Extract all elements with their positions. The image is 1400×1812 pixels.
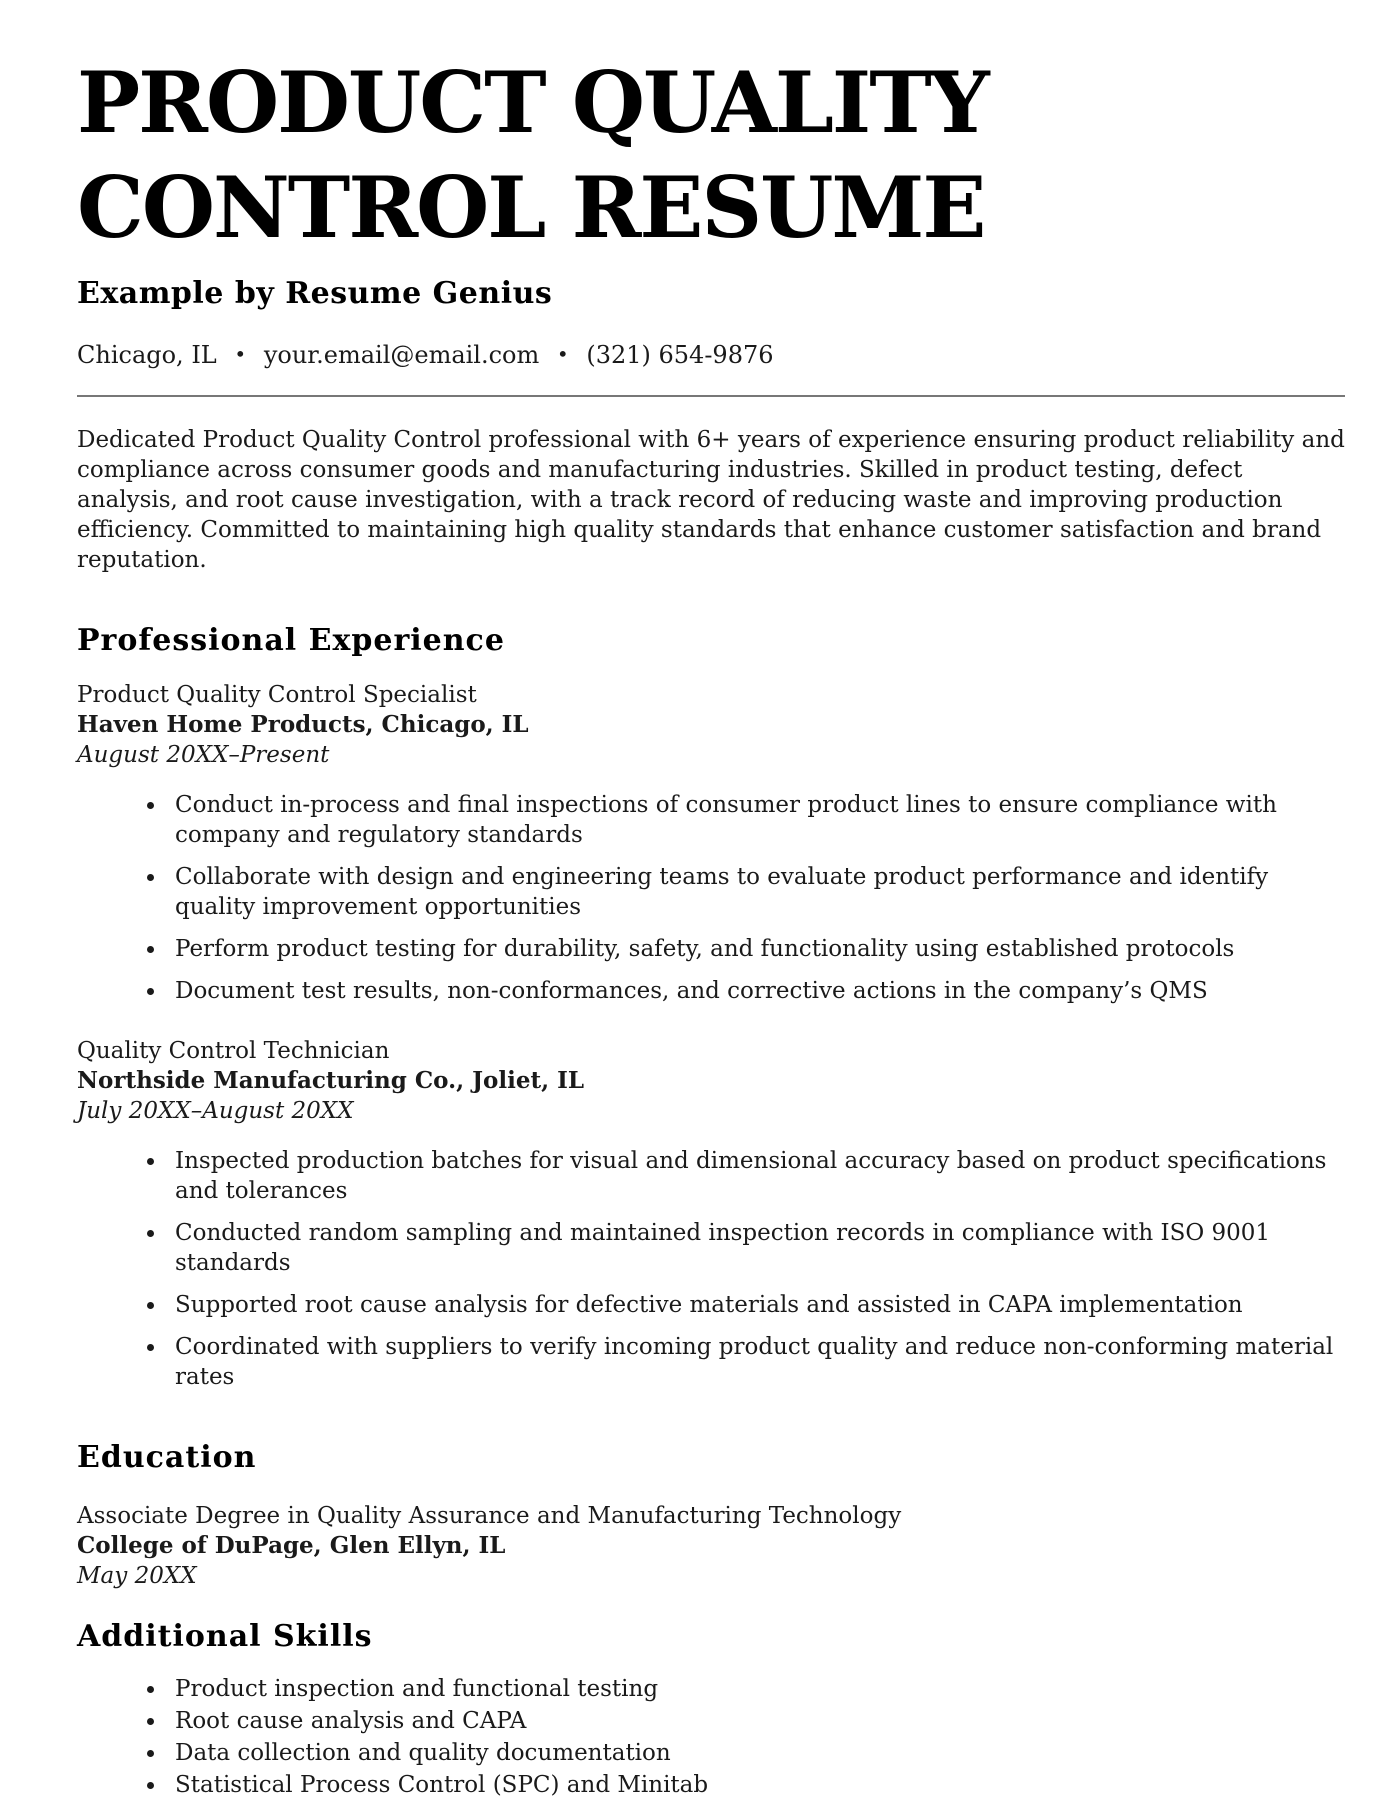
section-additional-skills xyxy=(77,1619,1345,1800)
resume-header xyxy=(77,50,1345,575)
bullet-item: • Coordinated with suppliers to verify incoming product quality and reduce non-conforming material rates xyxy=(167,1332,1345,1392)
job-entry-2 xyxy=(77,1036,1345,1392)
section-education xyxy=(77,1440,1345,1591)
job-title: Quality Control Technician xyxy=(77,1038,390,1064)
bullet-item: • Conducted random sampling and maintained inspection records in compliance with ISO 9001 standards xyxy=(167,1218,1345,1278)
contact-email: your.email@email.com xyxy=(263,341,540,369)
job-bullet-list xyxy=(77,790,1345,1006)
bullet-item: • Collaborate with design and engineering teams to evaluate product performance and identify quality improvement opportunities xyxy=(167,862,1345,922)
experience-heading: Professional Experience xyxy=(77,623,505,658)
education-school: College of DuPage, Glen Ellyn, IL xyxy=(77,1532,506,1559)
job-bullet-list xyxy=(77,1146,1345,1392)
section-professional-experience xyxy=(77,623,1345,1392)
bullet-item: • Document test results, non-conformances, and corrective actions in the company’s QMS xyxy=(167,976,1345,1006)
skill-item: • Statistical Process Control (SPC) and Minitab xyxy=(167,1770,1345,1800)
skill-item: • Root cause analysis and CAPA xyxy=(167,1706,1345,1736)
contact-line xyxy=(77,341,1345,369)
header-divider xyxy=(77,395,1345,397)
job-dates: July 20XX–August 20XX xyxy=(77,1098,354,1124)
job-dates: August 20XX–Present xyxy=(77,742,330,768)
bullet-item: • Perform product testing for durability, safety, and functionality using established protocols xyxy=(167,934,1345,964)
job-company: Haven Home Products, Chicago, IL xyxy=(77,711,529,738)
title-line-2: CONTROL RESUME xyxy=(77,158,985,257)
bullet-item: • Conduct in-process and final inspections of consumer product lines to ensure compliance with company and regulatory standards xyxy=(167,790,1345,850)
skills-heading: Additional Skills xyxy=(77,1619,373,1654)
skills-list xyxy=(77,1674,1345,1800)
contact-phone: (321) 654-9876 xyxy=(586,341,774,369)
job-title: Product Quality Control Specialist xyxy=(77,682,477,708)
title-line-1: PRODUCT QUALITY xyxy=(77,53,988,152)
education-entry xyxy=(77,1501,1345,1591)
bullet-item: • Inspected production batches for visual and dimensional accuracy based on product specifications and tolerances xyxy=(167,1146,1345,1206)
bullet-item: • Supported root cause analysis for defective materials and assisted in CAPA implementation xyxy=(167,1290,1345,1320)
contact-separator-dot: • xyxy=(556,342,569,366)
page-title xyxy=(77,50,1345,260)
job-company: Northside Manufacturing Co., Joliet, IL xyxy=(77,1067,585,1094)
contact-location: Chicago, IL xyxy=(77,341,217,369)
education-heading: Education xyxy=(77,1440,257,1475)
education-date: May 20XX xyxy=(77,1563,197,1589)
contact-separator-dot: • xyxy=(234,342,247,366)
education-degree: Associate Degree in Quality Assurance and Manufacturing Technology xyxy=(77,1503,902,1529)
summary-paragraph: Dedicated Product Quality Control professional with 6+ years of experience ensuring product reliability and compliance across consumer goods and manufacturing industries. Skilled in product testing, defect analysis, and root cause investigation, with a track record of reducing waste and improving production efficiency. Committed to maintaining high quality standards that enhance customer satisfaction and brand reputation. xyxy=(77,427,1345,573)
resume-subtitle: Example by Resume Genius xyxy=(77,276,553,311)
job-entry-1 xyxy=(77,680,1345,1006)
skill-item: • Product inspection and functional testing xyxy=(167,1674,1345,1704)
skill-item: • Data collection and quality documentation xyxy=(167,1738,1345,1768)
